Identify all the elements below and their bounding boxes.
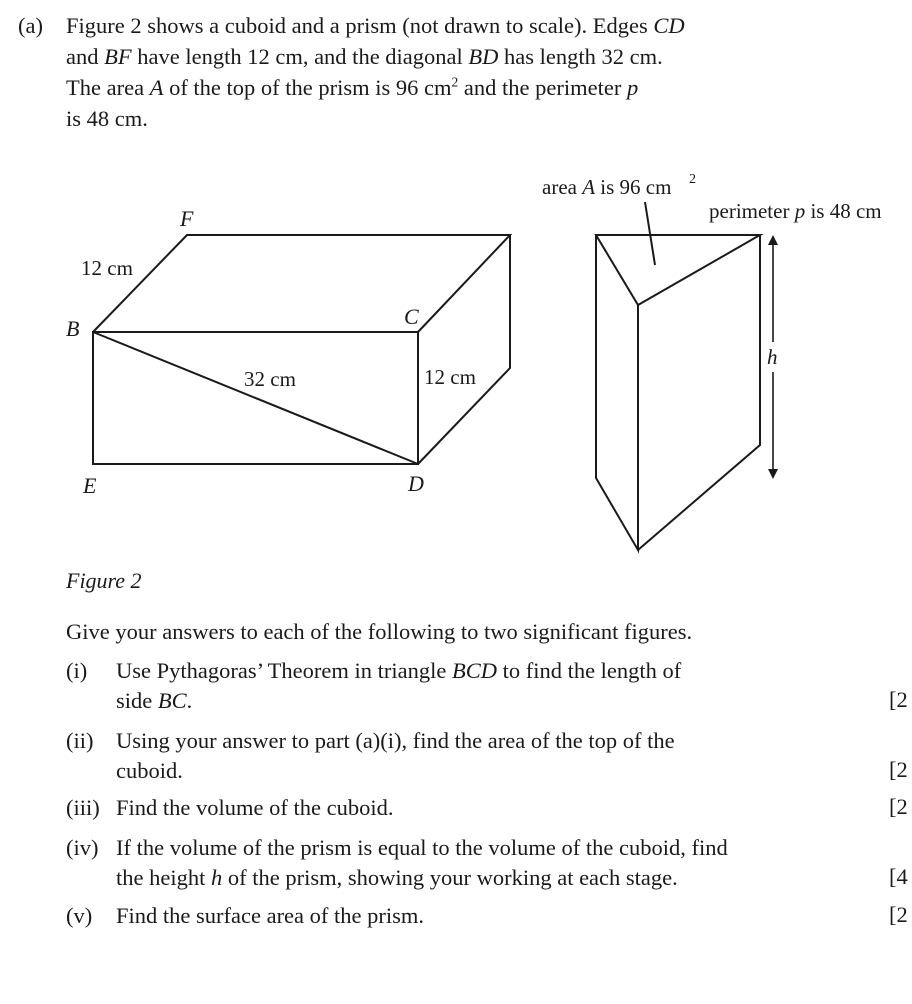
part-ii-number: (ii) xyxy=(66,728,94,753)
part-i-text-line-2: side BC. xyxy=(116,688,193,713)
part-ii-text-line-2: cuboid. xyxy=(116,758,183,783)
cuboid-top-face xyxy=(93,235,510,332)
intro-line-4: is 48 cm. xyxy=(66,106,148,131)
vertex-label-b: B xyxy=(66,316,80,341)
part-v-number: (v) xyxy=(66,903,93,928)
part-i-number: (i) xyxy=(66,658,88,683)
part-v-marks: [2 xyxy=(889,902,908,927)
intro-line-1: Figure 2 shows a cuboid and a prism (not drawn to scale). Edges CD xyxy=(66,13,685,38)
part-iv-text-line-2: the height h of the prism, showing your working at each stage. xyxy=(116,865,678,890)
part-iii-marks: [2 xyxy=(889,794,908,819)
instructions: Give your answers to each of the following to two significant figures. xyxy=(66,619,693,644)
prism-perimeter-label: perimeter p is 48 cm xyxy=(709,199,882,223)
prism-area-superscript: 2 xyxy=(689,172,696,187)
vertex-label-d: D xyxy=(408,471,424,496)
part-i-text-line-1: Use Pythagoras’ Theorem in triangle BCD to find the length of xyxy=(116,658,682,683)
part-iii-text: Find the volume of the cuboid. xyxy=(116,795,394,820)
part-v-text: Find the surface area of the prism. xyxy=(116,903,425,928)
cuboid-diagonal-bd xyxy=(93,332,418,464)
part-ii-text-line-1: Using your answer to part (a)(i), find the area of the top of the xyxy=(116,728,675,753)
part-i-marks: [2 xyxy=(889,687,908,712)
part-iv-text-line-1: If the volume of the prism is equal to the volume of the cuboid, find xyxy=(116,835,728,860)
question-label: (a) xyxy=(18,13,43,38)
part-iii-number: (iii) xyxy=(66,795,100,820)
intro-line-3: The area A of the top of the prism is 96 $cm^2$ and the perimeter p xyxy=(66,74,639,100)
prism-height-label: h xyxy=(767,345,778,369)
vertex-label-f: F xyxy=(180,206,194,231)
edge-cd-length: 12 cm xyxy=(424,365,476,389)
prism-area-pointer xyxy=(645,202,655,265)
vertex-label-c: C xyxy=(404,304,419,329)
edge-bf-length: 12 cm xyxy=(81,256,133,280)
intro-line-2: and BF have length 12 cm, and the diagonal BD has length 32 cm. xyxy=(66,44,663,69)
figure-caption: Figure 2 xyxy=(66,568,142,593)
part-iv-number: (iv) xyxy=(66,835,99,860)
diagonal-bd-length: 32 cm xyxy=(244,367,296,391)
prism-area-label: area A is 96 cm xyxy=(542,175,672,199)
vertex-label-e: E xyxy=(83,473,97,498)
prism-right-face xyxy=(638,235,760,550)
prism-top-face xyxy=(596,235,760,305)
cuboid-side-face xyxy=(418,235,510,464)
part-iv-marks: [4 xyxy=(889,864,908,889)
part-ii-marks: [2 xyxy=(889,757,908,782)
prism-left-face xyxy=(596,235,638,550)
